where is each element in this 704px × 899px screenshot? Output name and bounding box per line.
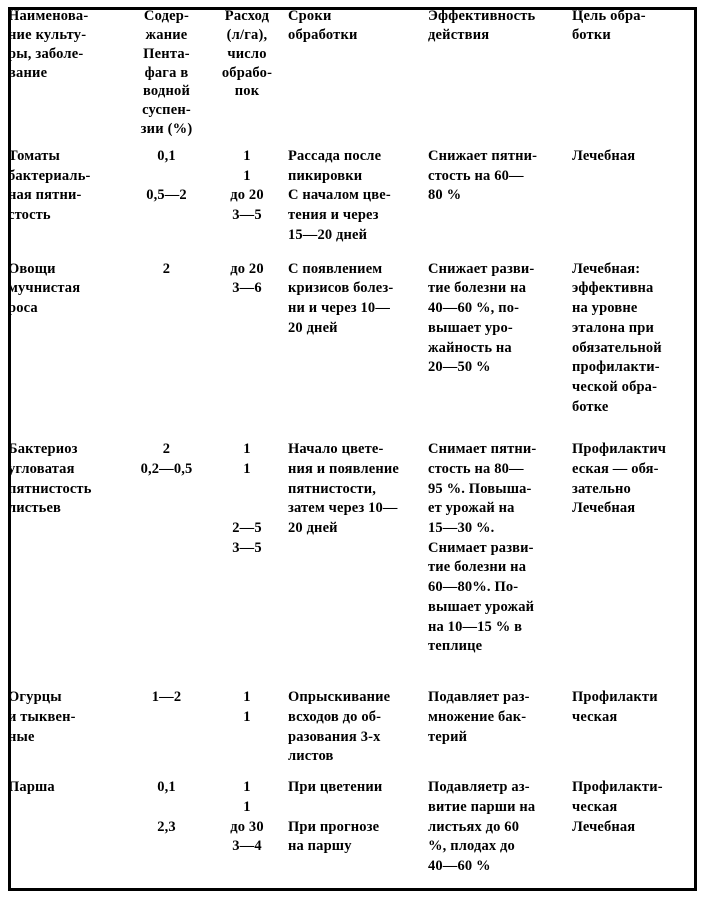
cell-goal: Лечебная: эффективна на уровне эталона при обязательной профилакти- ческой обра- ботке bbox=[572, 260, 662, 415]
cell-goal: Профилактич еская — обя- зательно Лечебная bbox=[572, 441, 667, 517]
column-header-goal: Цель обра- ботки bbox=[572, 8, 646, 43]
cell-rate: до 20 3—6 bbox=[230, 260, 264, 297]
cell-goal: Лечебная bbox=[572, 148, 636, 164]
cell-crop: Бактериоз угловатая пятнистость листьев bbox=[8, 441, 92, 517]
table-outer-border bbox=[8, 7, 697, 891]
cell-rate: 1 1 до 30 3—4 bbox=[230, 779, 264, 855]
cell-rate: 1 1 до 20 3—5 bbox=[230, 148, 264, 224]
cell-goal: Профилакти- ческая Лечебная bbox=[572, 779, 663, 835]
cell-effectiveness: Снимает пятни- стость на 80— 95 %. Повыша- ет урожай на 15—30 %. Снимает разви- тие болезни на 60—80%. По- вышает урожай на 10—15 % в теплице bbox=[428, 441, 537, 655]
cell-crop: Томаты бактериаль- ная пятни- стость bbox=[8, 148, 91, 224]
cell-terms: Опрыскивание всходов до об- разования 3-х листов bbox=[288, 689, 391, 765]
cell-effectiveness: Подавляетр аз- витие парши на листьях до 60 %, плодах до 40—60 % bbox=[428, 779, 536, 875]
cell-concentration: 2 0,2—0,5 bbox=[140, 441, 193, 477]
column-header-concentration: Содер- жание Пента- фага в водной суспен- зии (%) bbox=[140, 8, 193, 138]
cell-terms: С появлением кризисов болез- ни и через 10— 20 дней bbox=[288, 260, 394, 336]
cell-crop: Парша bbox=[8, 779, 55, 796]
cell-rate: 1 1 2—5 3—5 bbox=[232, 441, 262, 556]
column-header-crop: Наименова- ние культу- ры, заболе- вание bbox=[8, 8, 89, 81]
cell-concentration: 2 bbox=[162, 260, 171, 277]
column-header-rate: Расход (л/га), число обрабо- пок bbox=[221, 8, 273, 100]
cell-effectiveness: Подавляет раз- множение бак- терий bbox=[428, 689, 530, 745]
cell-effectiveness: Снижает разви- тие болезни на 40—60 %, по- вышает уро- жайность на 20—50 % bbox=[428, 260, 535, 376]
column-header-effectiveness: Эффективность действия bbox=[428, 8, 536, 43]
cell-crop: Овощи мучнистая роса bbox=[8, 260, 81, 317]
cell-terms: Начало цвете- ния и появление пятнистости, затем через 10— 20 дней bbox=[288, 441, 399, 536]
cell-terms: Рассада после пикировки С началом цве- тения и через 15—20 дней bbox=[288, 148, 391, 243]
cell-terms: При цветении При прогнозе на паршу bbox=[288, 779, 383, 855]
cell-concentration: 0,1 2,3 bbox=[157, 779, 176, 835]
cell-crop: Огурцы и тыквен- ные bbox=[8, 689, 76, 745]
cell-effectiveness: Снижает пятни- стость на 60— 80 % bbox=[428, 148, 538, 204]
cell-concentration: 0,1 0,5—2 bbox=[146, 148, 187, 204]
cell-goal: Профилакти ческая bbox=[572, 689, 658, 725]
cell-concentration: 1—2 bbox=[151, 689, 182, 706]
column-header-terms: Сроки обработки bbox=[288, 8, 358, 43]
cell-rate: 1 1 bbox=[243, 689, 251, 725]
